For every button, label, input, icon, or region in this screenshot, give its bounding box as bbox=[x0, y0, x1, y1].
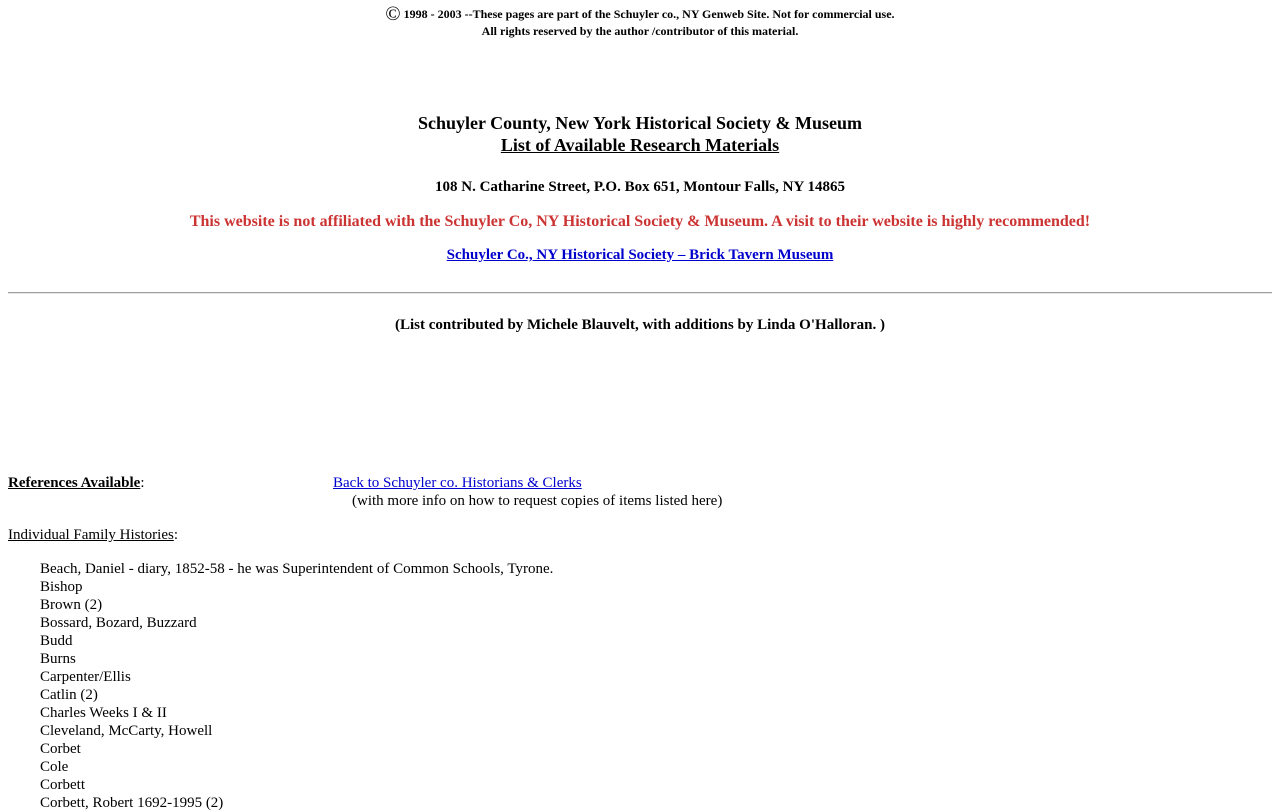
external-link-container bbox=[0, 246, 1280, 264]
list-item: Carpenter/Ellis bbox=[40, 669, 131, 685]
affiliation-notice: This website is not affiliated with the Schuyler Co, NY Historical Society & Museum. A visit to their website is highly recommended! bbox=[189, 213, 1091, 230]
back-link-container bbox=[333, 474, 582, 492]
page-subtitle: List of Available Research Materials bbox=[500, 135, 780, 155]
back-link-note: (with more info on how to request copies of items listed here) bbox=[352, 493, 723, 509]
divider bbox=[8, 292, 1272, 294]
copyright-line-1: 1998 - 2003 --These pages are part of the Schuyler co., NY Genweb Site. Not for commercial use. bbox=[403, 7, 895, 21]
list-item: Corbett, Robert 1692-1995 (2) bbox=[40, 795, 224, 811]
historical-society-link[interactable]: Schuyler Co., NY Historical Society – Brick Tavern Museum bbox=[446, 247, 834, 263]
list-item: Bishop bbox=[40, 579, 83, 595]
references-label: References Available bbox=[8, 475, 141, 491]
family-histories-list bbox=[40, 560, 553, 812]
copyright-line-2: All rights reserved by the author /contributor of this material. bbox=[481, 24, 799, 38]
back-to-historians-link[interactable]: Back to Schuyler co. Historians & Clerks bbox=[333, 475, 582, 491]
list-item: Cleveland, McCarty, Howell bbox=[40, 723, 213, 739]
list-item: Corbett bbox=[40, 777, 85, 793]
references-heading: References Available: bbox=[8, 475, 145, 491]
list-item: Corbet bbox=[40, 741, 81, 757]
family-histories-label: Individual Family Histories bbox=[8, 527, 174, 543]
list-item: Budd bbox=[40, 633, 73, 649]
copyright-icon: © bbox=[385, 3, 401, 25]
copyright-notice bbox=[0, 3, 1280, 40]
list-item: Charles Weeks I & II bbox=[40, 705, 167, 721]
list-item: Catlin (2) bbox=[40, 687, 98, 703]
family-histories-heading: Individual Family Histories: bbox=[8, 527, 178, 543]
list-item: Bossard, Bozard, Buzzard bbox=[40, 615, 197, 631]
page-title: Schuyler County, New York Historical Society & Museum bbox=[418, 113, 862, 133]
address: 108 N. Catharine Street, P.O. Box 651, Montour Falls, NY 14865 bbox=[435, 179, 845, 195]
list-item: Beach, Daniel - diary, 1852-58 - he was Superintendent of Common Schools, Tyrone. bbox=[40, 561, 554, 577]
list-item: Brown (2) bbox=[40, 597, 103, 613]
credit-line: (List contributed by Michele Blauvelt, with additions by Linda O'Halloran. ) bbox=[394, 317, 886, 333]
list-item: Burns bbox=[40, 651, 76, 667]
list-item: Cole bbox=[40, 759, 69, 775]
